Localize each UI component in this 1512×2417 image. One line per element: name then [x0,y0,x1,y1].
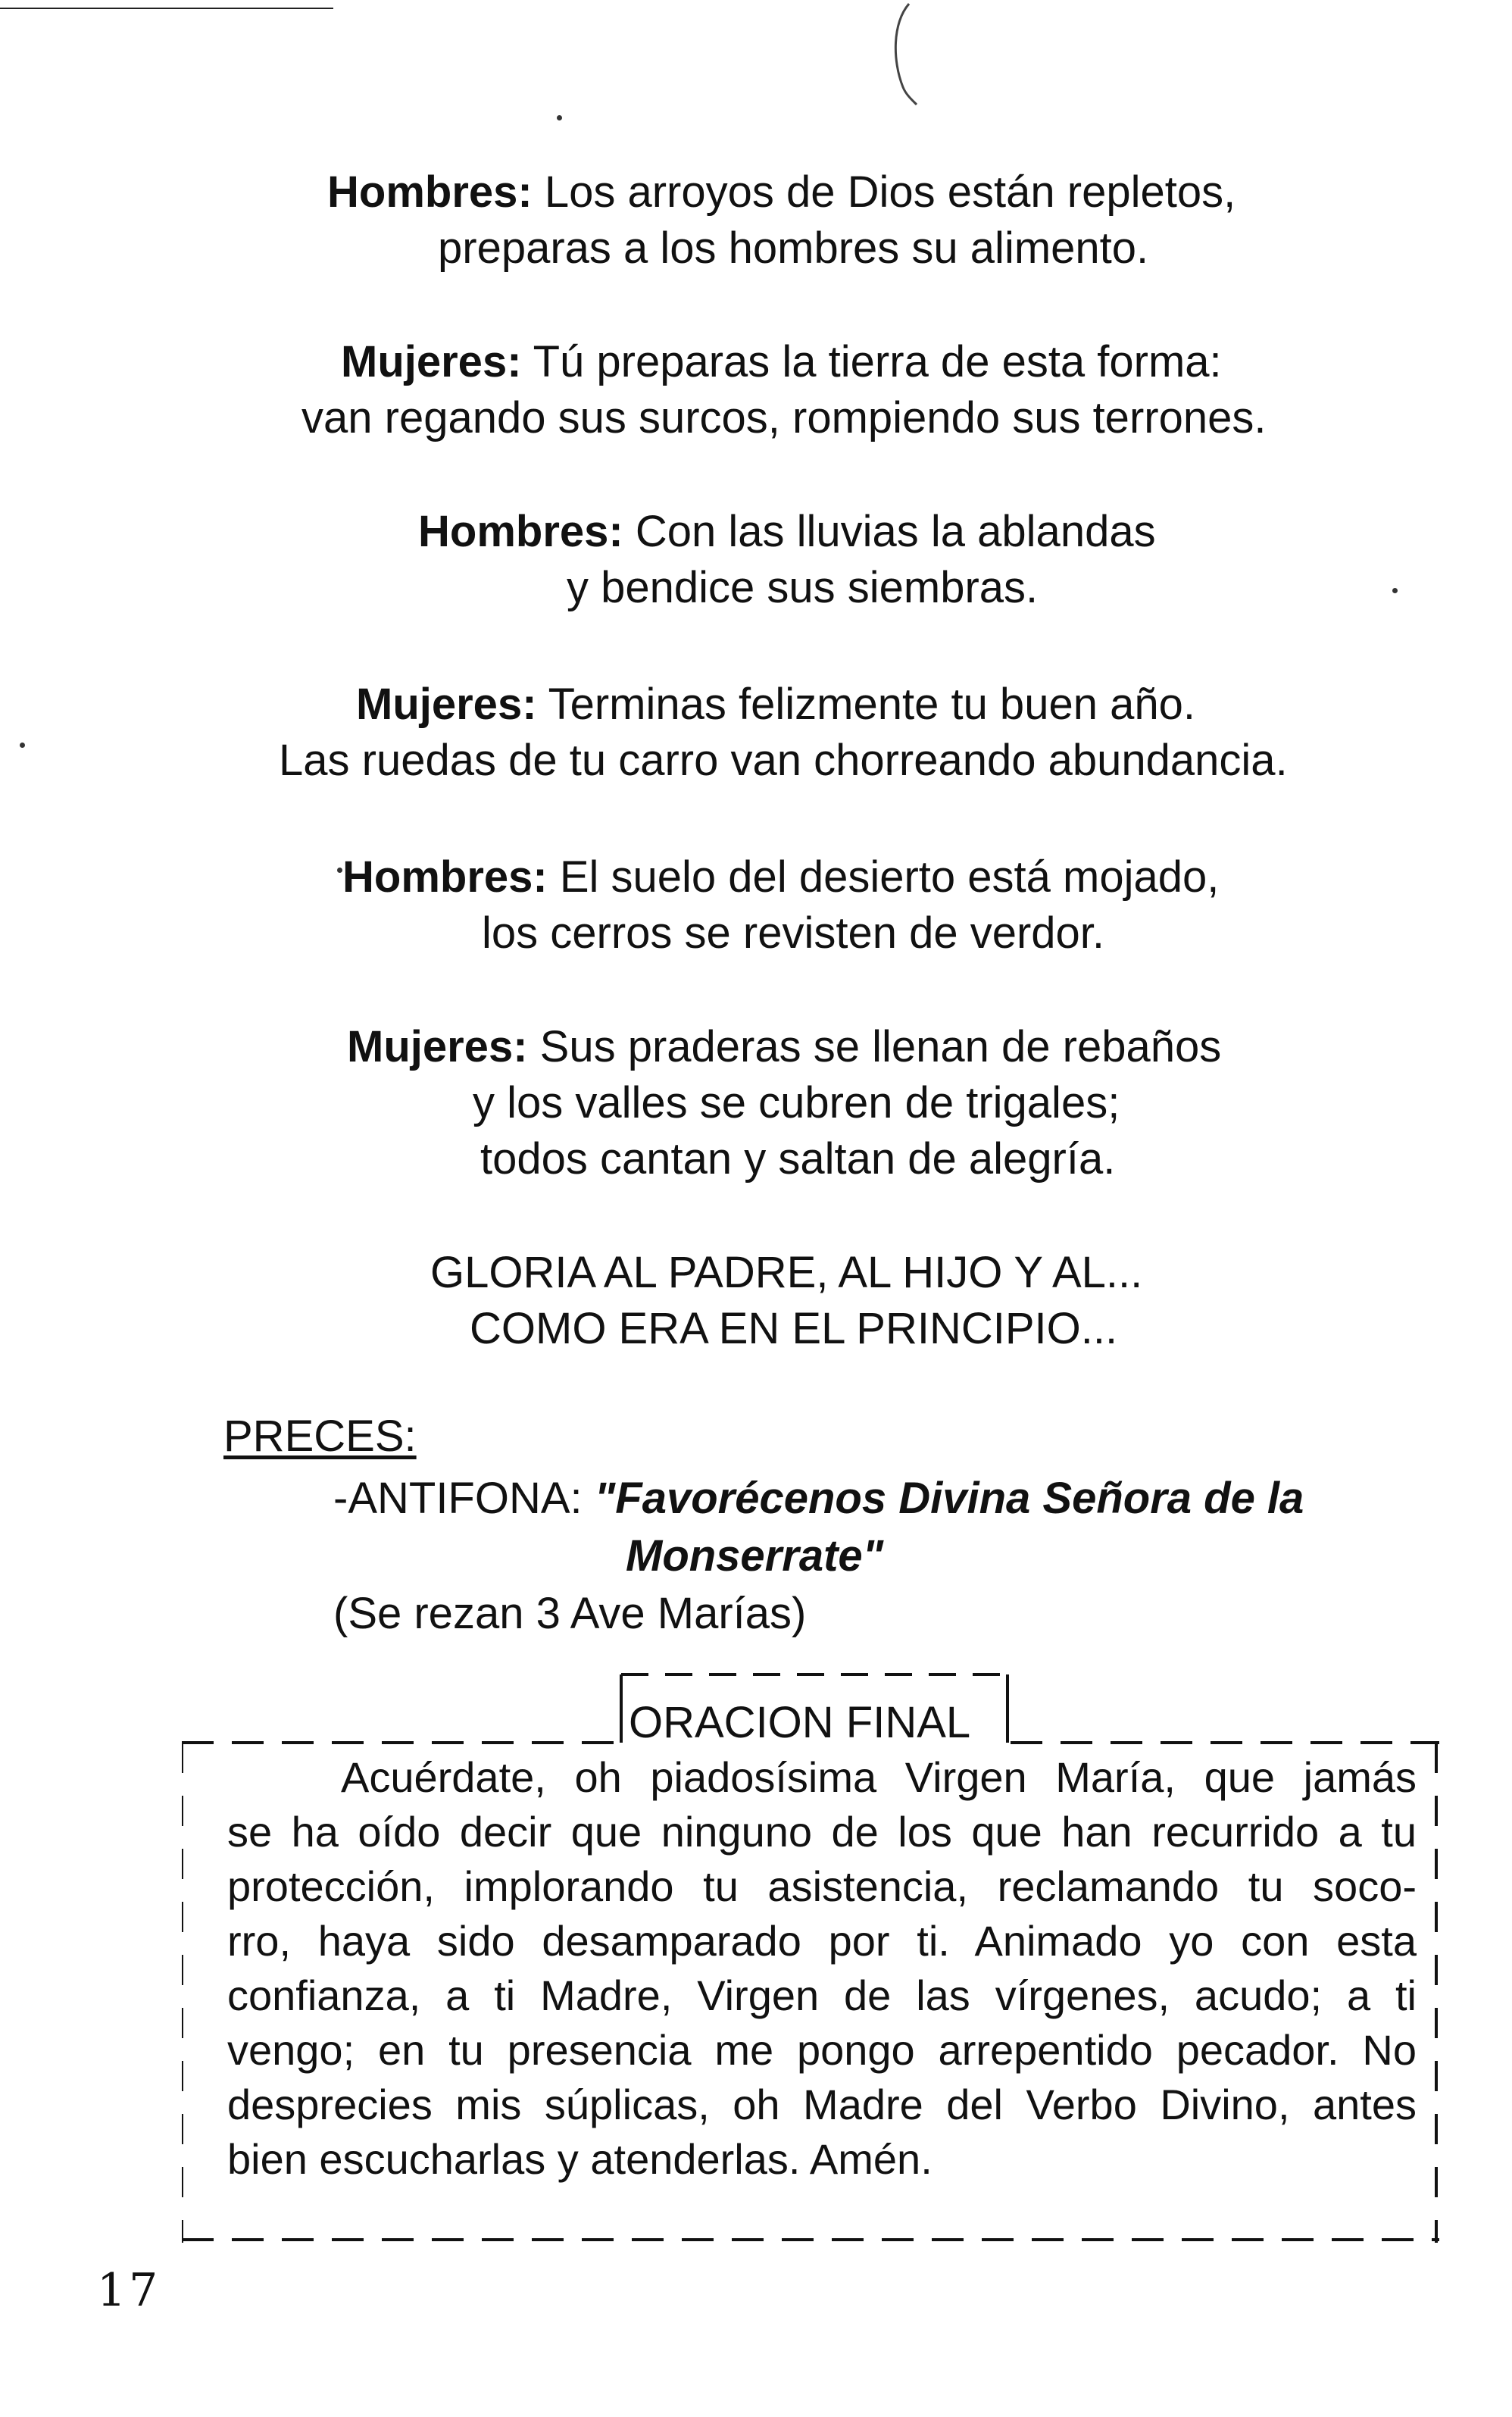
scan-speck [1392,588,1398,593]
antifona-text-continuation: Monserrate" [626,1531,884,1581]
verse-line: Tú preparas la tierra de esta forma: [533,337,1222,386]
verse-line-continuation: Las ruedas de tu carro van chorreando abundancia. [279,736,1288,785]
verse-line-continuation: van regando sus surcos, rompiendo sus terrones. [301,393,1267,442]
antifona-label: -ANTIFONA: [333,1474,595,1523]
preces-heading: PRECES: [223,1412,417,1461]
verse-line-continuation: los cerros se revisten de verdor. [482,908,1105,958]
corner-scan-mark [886,0,932,106]
verse-line: Sus praderas se llenan de rebaños [539,1022,1222,1071]
gloria-line-2: COMO ERA EN EL PRINCIPIO... [470,1304,1118,1353]
scan-speck [557,115,562,120]
preces-note: (Se rezan 3 Ave Marías) [333,1589,807,1638]
verse-mujeres-2 [356,676,1195,733]
oracion-final-title: ORACION FINAL [629,1698,971,1747]
page-number: 17 [97,2264,161,2317]
oracion-final-text [227,1750,1417,2187]
verse-line: Con las lluvias la ablandas [635,507,1156,556]
top-rule [0,8,333,9]
verse-hombres-3 [342,849,1219,906]
prayer-line: Acuérdate, oh piadosísima Virgen María, que jamás [341,1753,1417,1801]
verse-line-continuation: preparas a los hombres su alimento. [438,224,1149,273]
prayer-line: confianza, a ti Madre, Virgen de las vírgenes, acudo; a ti [227,1971,1417,2019]
antifona-text: "Favorécenos Divina Señora de la [594,1474,1304,1523]
verse-mujeres-1 [341,333,1222,391]
speaker-label: Hombres: [327,167,533,217]
verse-line: El suelo del desierto está mojado, [559,852,1220,902]
prayer-line: protección, implorando tu asistencia, reclamando tu soco- [227,1862,1417,1910]
scan-speck [337,868,342,873]
verse-line-continuation: y bendice sus siembras. [567,563,1039,612]
speaker-label: Hombres: [342,852,548,902]
verse-hombres-1 [327,164,1236,221]
verse-line: Terminas felizmente tu buen año. [548,680,1195,729]
prayer-line: rro, haya sido desamparado por ti. Animado yo con esta [227,1917,1417,1965]
verse-line-continuation: y los valles se cubren de trigales; [473,1078,1120,1127]
prayer-line: desprecies mis súplicas, oh Madre del Verbo Divino, antes [227,2081,1417,2128]
speaker-label: Mujeres: [341,337,522,386]
verse-mujeres-3 [347,1018,1221,1076]
scan-speck [20,743,25,748]
verse-hombres-2 [418,503,1156,561]
speaker-label: Mujeres: [347,1022,528,1071]
speaker-label: Mujeres: [356,680,537,729]
prayer-line: se ha oído decir que ninguno de los que han recurrido a tu [227,1808,1417,1856]
verse-line-continuation: todos cantan y saltan de alegría. [480,1134,1116,1183]
verse-line: Los arroyos de Dios están repletos, [544,167,1236,217]
speaker-label: Hombres: [418,507,623,556]
gloria-line-1: GLORIA AL PADRE, AL HIJO Y AL... [430,1248,1143,1297]
prayer-line: vengo; en tu presencia me pongo arrepentido pecador. No [227,2026,1417,2074]
prayer-line: bien escucharlas y atenderlas. Amén. [227,2135,933,2183]
antifona-line [333,1470,1304,1527]
